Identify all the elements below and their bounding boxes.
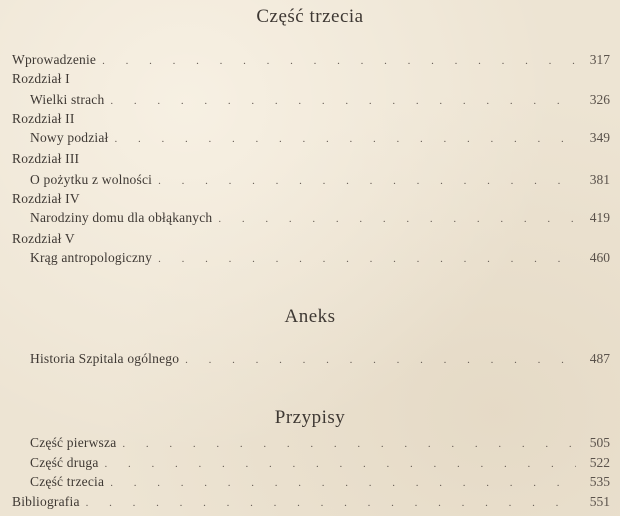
toc-page-number: 505 [589,435,610,450]
toc-page-number: 522 [589,455,610,470]
toc-entry-label: Narodziny domu dla obłąkanych [30,210,213,225]
leader-dots [110,474,576,493]
toc-entry-label: Część trzecia [30,474,105,489]
toc-entry-label: Nowy podział [30,130,109,145]
toc-page-number: 551 [589,494,610,509]
toc-entry-label: Rozdział III [12,151,80,166]
toc-entry-pozytek-z-wolnosci[interactable] [12,170,610,189]
leader-dots [185,351,576,370]
leader-dots [158,250,576,269]
toc-entry-label: Rozdział V [12,231,75,246]
toc-entry-label: O pożytku z wolności [30,172,153,187]
leader-dots [122,435,576,454]
toc-entry-label: Część pierwsza [30,435,117,450]
toc-entry-notes-part-one[interactable] [12,433,610,452]
toc-entry-label: Bibliografia [12,494,80,509]
toc-entry-label: Historia Szpitala ogólnego [30,351,180,366]
toc-page-number: 419 [589,210,610,225]
toc-chapter-1[interactable] [12,69,610,88]
toc-entry-krag-antropologiczny[interactable] [12,248,610,267]
toc-chapter-5[interactable] [12,229,610,248]
toc-entry-label: Rozdział I [12,71,70,86]
toc-entry-narodziny-domu[interactable] [12,208,610,227]
annex-heading: Aneks [284,306,336,327]
toc-entry-nowy-podzial[interactable] [12,128,610,147]
toc-page-number: 349 [589,130,610,145]
toc-entry-introduction[interactable] [12,50,610,69]
toc-entry-label: Część druga [30,455,99,470]
toc-entry-notes-part-two[interactable] [12,453,610,472]
leader-dots [86,494,576,513]
toc-page-number: 535 [589,474,610,489]
toc-page-number: 381 [589,172,610,187]
toc-chapter-2[interactable] [12,109,610,128]
toc-entry-wielki-strach[interactable] [12,90,610,109]
toc-entry-historia-szpitala[interactable] [12,349,610,368]
leader-dots [115,130,576,149]
toc-entry-label: Wprowadzenie [12,52,97,67]
toc-page-number: 317 [589,52,610,67]
toc-page-number: 487 [589,351,610,366]
toc-entry-label: Rozdział IV [12,191,80,206]
toc-chapter-4[interactable] [12,189,610,208]
toc-page-number: 326 [589,92,610,107]
toc-chapter-3[interactable] [12,149,610,168]
notes-heading: Przypisy [274,407,346,428]
part-three-heading: Część trzecia [256,6,364,27]
toc-entry-label: Rozdział II [12,111,75,126]
toc-entry-bibliography[interactable] [12,492,610,511]
toc-entry-label: Krąg antropologiczny [30,250,153,265]
leader-dots [218,210,576,229]
toc-entry-label: Wielki strach [30,92,105,107]
toc-page-number: 460 [589,250,610,265]
toc-entry-notes-part-three[interactable] [12,472,610,491]
